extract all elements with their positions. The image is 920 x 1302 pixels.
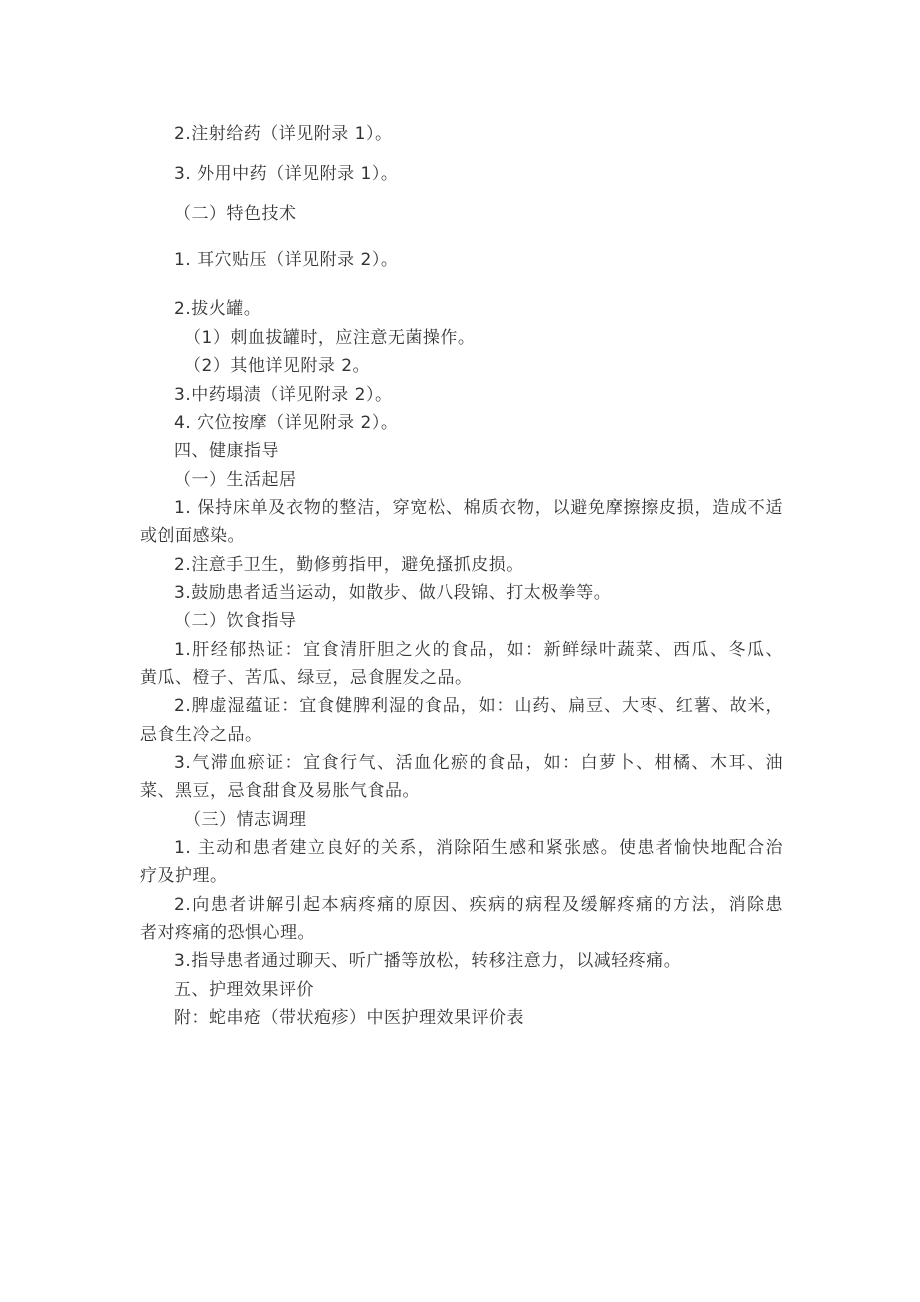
text-line: 3. 外用中药（详见附录 1）。 [174, 164, 399, 184]
text-line: 忌食生冷之品。 [140, 725, 263, 745]
text-line: 3.气滞血瘀证：宜食行气、活血化瘀的食品，如：白萝卜、柑橘、木耳、油 [174, 753, 783, 773]
text-line: 3.中药塌渍（详见附录 2）。 [174, 385, 393, 405]
text-line: 1. 主动和患者建立良好的关系，消除陌生感和紧张感。使患者愉快地配合治 [174, 838, 783, 858]
section-heading: （三）情志调理 [184, 810, 307, 830]
text-line: 1. 耳穴贴压（详见附录 2）。 [174, 250, 399, 270]
section-heading: 四、健康指导 [174, 441, 279, 461]
section-heading: 五、护理效果评价 [174, 980, 314, 1000]
text-line: 2.脾虚湿蕴证：宜食健脾利湿的食品，如：山药、扁豆、大枣、红薯、故米， [174, 696, 783, 716]
text-line: 4. 穴位按摩（详见附录 2）。 [174, 413, 399, 433]
text-line: 2.注射给药（详见附录 1）。 [174, 124, 393, 144]
text-line: （2）其他详见附录 2。 [184, 356, 371, 376]
text-line: 疗及护理。 [140, 866, 228, 886]
text-line: 或创面感染。 [140, 526, 245, 546]
text-line: 1. 保持床单及衣物的整洁，穿宽松、棉质衣物，以避免摩擦擦皮损，造成不适 [174, 498, 783, 518]
text-line: （1）刺血拔罐时，应注意无菌操作。 [184, 328, 476, 348]
text-line: 1.肝经郁热证：宜食清肝胆之火的食品，如：新鲜绿叶蔬菜、西瓜、冬瓜、 [174, 640, 783, 660]
text-line: 黄瓜、橙子、苦瓜、绿豆，忌食腥发之品。 [140, 668, 473, 688]
section-heading: （二）特色技术 [174, 204, 297, 224]
text-line: 2.拔火罐。 [174, 299, 262, 319]
text-line: 者对疼痛的恐惧心理。 [140, 923, 315, 943]
text-line: 附：蛇串疮（带状疱疹）中医护理效果评价表 [174, 1008, 524, 1028]
text-line: 2.注意手卫生，勤修剪指甲，避免搔抓皮损。 [174, 555, 524, 575]
text-line: 2.向患者讲解引起本病疼痛的原因、疾病的病程及缓解疼痛的方法，消除患 [174, 895, 783, 915]
section-heading: （二）饮食指导 [174, 611, 297, 631]
text-line: 菜、黑豆，忌食甜食及易胀气食品。 [140, 781, 420, 801]
text-line: 3.鼓励患者适当运动，如散步、做八段锦、打太极拳等。 [174, 583, 612, 603]
text-line: 3.指导患者通过聊天、听广播等放松，转移注意力，以减轻疼痛。 [174, 951, 682, 971]
section-heading: （一）生活起居 [174, 470, 297, 490]
